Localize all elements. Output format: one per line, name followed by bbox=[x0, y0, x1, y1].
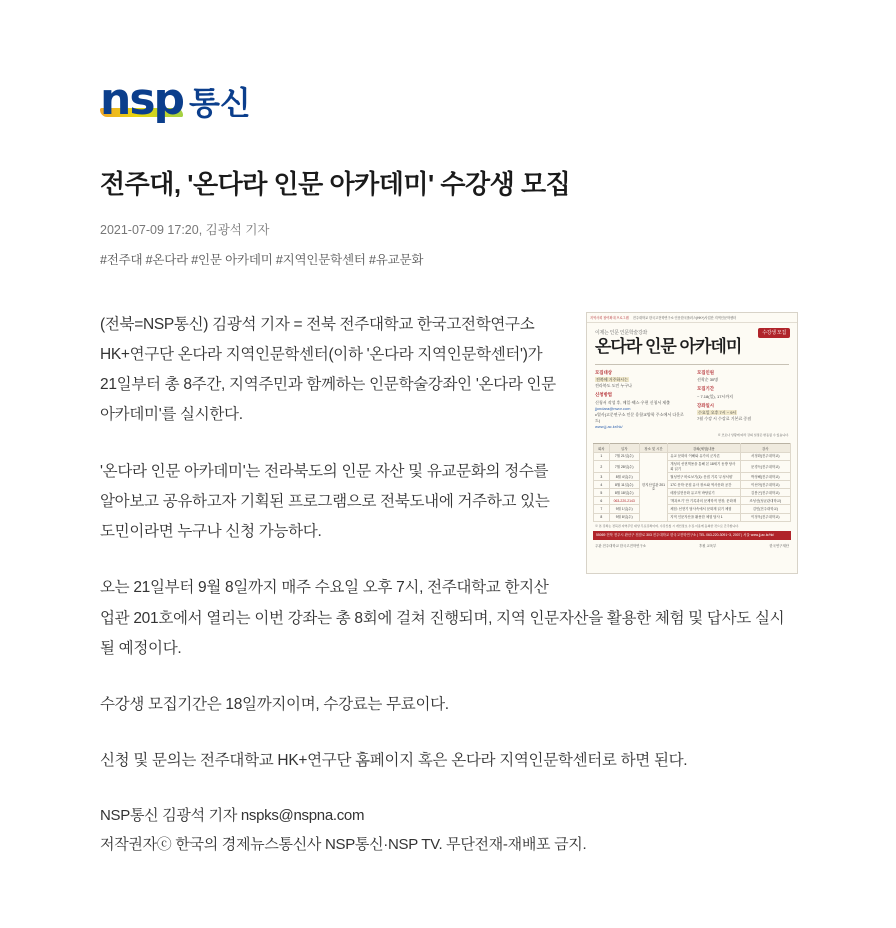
table-row bbox=[594, 461, 791, 473]
table-row bbox=[594, 505, 791, 513]
poster-info-col-left bbox=[595, 370, 687, 430]
poster-info-line-1-0: 선착순 30명 bbox=[697, 377, 719, 383]
table-row bbox=[594, 481, 791, 489]
poster-topbar bbox=[587, 313, 797, 323]
cell-6-4: 김민(전주대학교) bbox=[740, 505, 790, 513]
poster-footer-item-1: 후원 교육부 bbox=[699, 544, 717, 549]
cell-7-3: 지역 인문자산을 활용한 체험 답사 1 bbox=[668, 513, 740, 521]
cell-4-1: 8월 18일(수) bbox=[609, 489, 639, 497]
cell-7-4: 이정욱(전주대학교) bbox=[740, 513, 790, 521]
table-row bbox=[594, 513, 791, 521]
nsp-logo-mark bbox=[100, 74, 184, 125]
poster-info-line-2-3: www.jj.ac.kr/hk/ bbox=[595, 423, 623, 429]
cell-3-4: 이선아(전주대학교) bbox=[740, 481, 790, 489]
poster-info-label-2: 신청방법 bbox=[595, 392, 612, 398]
poster-schedule-table bbox=[593, 443, 791, 522]
table-row bbox=[594, 453, 791, 461]
poster-top-left: 지역사회 참여확대 프로그램 bbox=[590, 315, 629, 320]
poster-info-line-3-0: ~ 7.18(일), 17시까지 bbox=[697, 393, 734, 399]
poster-footer-item-0: 주관 전주대학교 한국고전학연구소 bbox=[595, 544, 647, 549]
article-paragraph: (전북=NSP통신) 김광석 기자 = 전북 전주대학교 한국고전학연구소 HK+연구단 온다라 지역인문학센터(이하 '온다라 지역인문학센터')가 21일부터 총 8주간, 지역주민과 함께하는 인문학술강좌인 '온다라 인문 아카데미'를 실시한다. bbox=[100, 315, 556, 424]
logo-group bbox=[100, 74, 251, 125]
table-row bbox=[594, 497, 791, 505]
article-meta: 2021-07-09 17:20, 김광석 기자 bbox=[100, 222, 270, 237]
cell-5-3: '책과보기' 안 기록과의 문제학적 현장, 문화재 bbox=[668, 497, 740, 505]
article-tags[interactable]: #전주대 #온다라 #인문 아카데미 #지역인문학센터 #유교문화 bbox=[100, 252, 424, 267]
poster-kicker: 이제는 인문 인문학술강좌 bbox=[595, 329, 648, 336]
poster-info-line-2-0: 신청서 작성 후, 메일·팩스·우편 신청서 제출 bbox=[595, 399, 671, 405]
article-paragraph: 오는 21일부터 9월 8일까지 매주 수요일 오후 7시, 전주대학교 한지산업관 201호에서 열리는 이번 강좌는 총 8회에 걸쳐 진행되며, 지역 인문자산을 활용한 체험 및 답사도 실시될 예정이다. bbox=[100, 579, 785, 657]
col-header-4: 강사 bbox=[740, 444, 790, 453]
table-row bbox=[594, 489, 791, 497]
cell-6-1: 9월 1일(수) bbox=[609, 505, 639, 513]
article-figure bbox=[586, 312, 796, 574]
cell-4-0: 5 bbox=[594, 489, 610, 497]
cell-0-4: 서정화(전주대학교) bbox=[740, 453, 790, 461]
cell-6-3: 체험: 선현기 답사속에서 문화재 읽기 체험 bbox=[668, 505, 740, 513]
article-byline: NSP통신 김광석 기자 nspks@nspna.com bbox=[100, 807, 365, 825]
poster-footer bbox=[587, 540, 797, 552]
cell-7-1: 9월 8일(수) bbox=[609, 513, 639, 521]
cell-3-1: 8월 11일(수) bbox=[609, 481, 639, 489]
site-logo[interactable] bbox=[100, 70, 796, 130]
cell-3-3: 17C 문학·문집 유사 장소와 역사문화 공간 bbox=[668, 481, 740, 489]
poster-info-label-4: 강좌일시 bbox=[697, 402, 714, 408]
cell-1-3: 개성의 선현책용을 통해 본 18세기 동방 당사회 읽기 bbox=[668, 461, 740, 473]
cell-4-4: 김봉곤(전주대학교) bbox=[740, 489, 790, 497]
cell-1-4: 문경득(전주대학교) bbox=[740, 461, 790, 473]
poster-info-label-0: 모집대상 bbox=[595, 369, 612, 375]
cell-6-0: 7 bbox=[594, 505, 610, 513]
poster-title: 온다라 인문 아카데미 bbox=[595, 336, 742, 356]
col-header-1: 일자 bbox=[609, 444, 639, 453]
article-footer bbox=[100, 802, 796, 859]
cell-5-4: 조성산(성균관대학교) bbox=[740, 497, 790, 505]
cell-7-0: 8 bbox=[594, 513, 610, 521]
poster-info-line-4-0: 수요일 오후 7시 ~ 9시 bbox=[698, 410, 737, 416]
cell-0-3: 유교 문화의 이해와 유가의 군자론 bbox=[668, 453, 740, 461]
cell-2-3: 월성연구 바로보기(1): 문집 기록 '무성서원' bbox=[668, 473, 740, 481]
logo-word: 통신 bbox=[189, 85, 251, 121]
article-paragraph: 신청 및 문의는 전주대학교 HK+연구단 홈페이지 혹은 온다라 지역인문학센터로 하면 된다. bbox=[100, 752, 688, 770]
poster-badge: 수강생 모집 bbox=[758, 328, 790, 338]
poster-info-line-2-1: jjondara@nwor.com bbox=[595, 405, 631, 411]
article-paragraph: '온다라 인문 아카데미'는 전라북도의 인문 자산 및 유교문화의 정수를 알아보고 공유하고자 기획된 프로그램으로 전북도내에 거주하고 있는 도민이라면 누구나 신청 가능하다. bbox=[100, 462, 550, 541]
page-title: 전주대, '온다라 인문 아카데미' 수강생 모집 bbox=[100, 169, 571, 199]
col-header-0: 회차 bbox=[594, 444, 610, 453]
cell-3-0: 4 bbox=[594, 481, 610, 489]
poster-info-line-2-2: c열사(고문연구소 인문 융합교양학 주소에서 다운로드) bbox=[595, 411, 684, 423]
poster-info-label-1: 모집인원 bbox=[697, 369, 714, 375]
cell-1-1: 7월 28일(수) bbox=[609, 461, 639, 473]
cell-2-4: 박정해(전주대학교) bbox=[740, 473, 790, 481]
cell-2-1: 8월 4일(수) bbox=[609, 473, 639, 481]
col-header-2: 장소 및 시간 bbox=[639, 444, 667, 453]
cell-0-0: 1 bbox=[594, 453, 610, 461]
cell-1-0: 2 bbox=[594, 461, 610, 473]
poster-info bbox=[587, 365, 797, 430]
col-header-3: 강좌(체험)내용 bbox=[668, 444, 740, 453]
poster-footer-item-2: 한국연구재단 bbox=[769, 544, 789, 549]
logo-mark-text: nsp bbox=[100, 74, 184, 125]
cell-location: 한지산업관 201호 bbox=[639, 453, 667, 522]
poster-head bbox=[587, 323, 797, 360]
table-header-row bbox=[594, 444, 791, 453]
article-body bbox=[100, 310, 796, 860]
cell-phone: 063-220-2143 bbox=[609, 497, 639, 505]
cell-0-1: 7월 21일(수) bbox=[609, 453, 639, 461]
poster-info-col-right bbox=[697, 370, 789, 430]
cell-4-3: 매장실현문화 유고적 바탕읽기 bbox=[668, 489, 740, 497]
poster-info-label-3: 모집기간 bbox=[697, 386, 714, 392]
poster-top-right: 전주대학교 한국고전학연구소 인문한국플러스(HK+)사업단 지역인문학센터 bbox=[632, 315, 737, 320]
cell-5-0: 6 bbox=[594, 497, 610, 505]
poster-info-line-0-0: 전북에 거주하시는 bbox=[596, 377, 629, 383]
article-copyright: 저작권자ⓒ 한국의 경제뉴스통신사 NSP통신·NSP TV. 무단전재-재배포 금지. bbox=[100, 835, 587, 853]
table-row bbox=[594, 473, 791, 481]
poster-image bbox=[586, 312, 798, 574]
article-paragraph: 수강생 모집기간은 18일까지이며, 수강료는 무료이다. bbox=[100, 695, 449, 713]
poster-contact: 55069 전북 전주시 완산구 천잠로 303 전주대학교 한국고전학연구소 | TEL 063-220-3091~3, 2007 | 서울 www.jj.ac.kr/hk/ bbox=[593, 531, 791, 541]
poster-info-line-4-1: 7월 수강 시 수강료 기본료 중점 bbox=[697, 416, 752, 422]
poster-table-caption: ※ 코로나 상황에 따라 강의 일정은 변동될 수 있습니다. bbox=[717, 432, 789, 437]
poster-info-line-0-1: 전라북도 도민 누구나 bbox=[595, 383, 632, 389]
cell-2-0: 3 bbox=[594, 473, 610, 481]
poster-notes: ※ 본 강좌는 전북권 지역주민 대상 무료강좌이며, 수강신청 시 개인정보 수집·이용에 동의한 것으로 간주합니다. bbox=[595, 523, 740, 528]
